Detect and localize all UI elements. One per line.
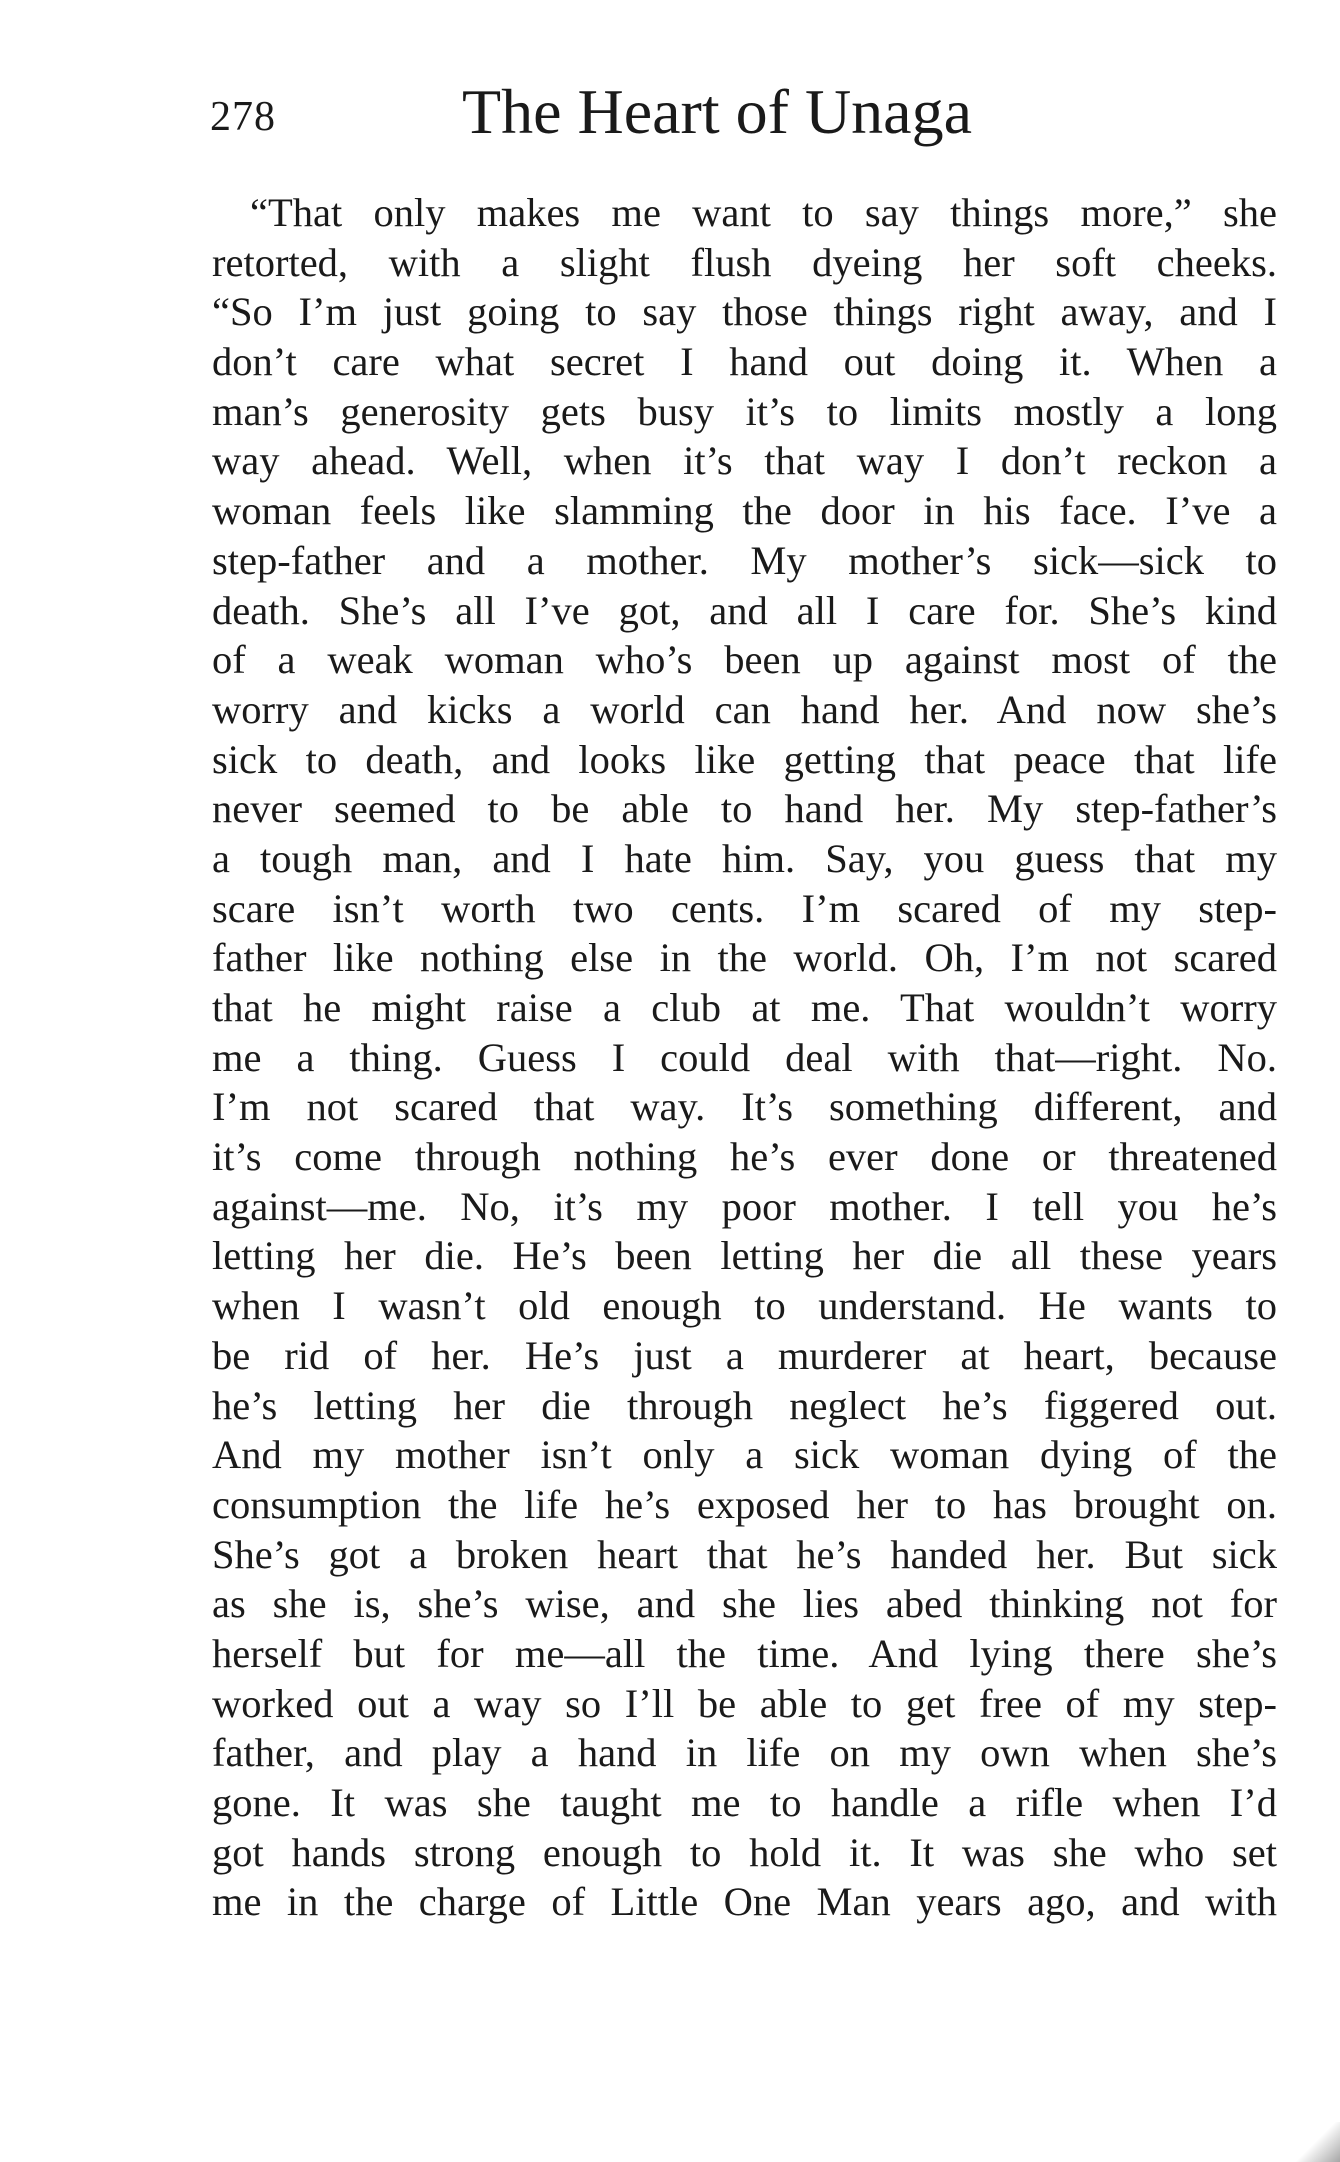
text-line: as she is, she’s wise, and she lies abed thinking not for: [212, 1581, 1277, 1627]
text-line: that he might raise a club at me. That wouldn’t worry: [212, 985, 1277, 1030]
text-line: don’t care what secret I hand out doing it. When a: [212, 339, 1277, 385]
text-line: me a thing. Guess I could deal with that—right. No.: [212, 1034, 1277, 1080]
text-line: father like nothing else in the world. Oh, I’m not scared: [212, 935, 1277, 981]
text-line: it’s come through nothing he’s ever done or threatened: [212, 1134, 1277, 1180]
text-line: “That only makes me want to say things more,” she: [250, 190, 1277, 235]
text-line: worry and kicks a world can hand her. And now she’s: [212, 686, 1277, 732]
text-line: of a weak woman who’s been up against most of the: [212, 637, 1277, 683]
body-text: [212, 188, 1277, 1927]
text-line: be rid of her. He’s just a murderer at heart, because: [212, 1332, 1277, 1378]
text-line: a tough man, and I hate him. Say, you guess that my: [212, 835, 1277, 881]
text-line: when I wasn’t old enough to understand. He wants to: [212, 1283, 1277, 1329]
running-title: The Heart of Unaga: [462, 76, 972, 147]
page-edge-shadow: [1280, 2122, 1340, 2162]
text-line: gone. It was she taught me to handle a rifle when I’d: [212, 1780, 1277, 1825]
text-line: way ahead. Well, when it’s that way I don’t reckon a: [212, 438, 1277, 484]
text-line: father, and play a hand in life on my own when she’s: [212, 1730, 1277, 1776]
text-line: death. She’s all I’ve got, and all I care for. She’s kind: [212, 587, 1277, 633]
running-head: [210, 74, 1130, 154]
text-line: woman feels like slamming the door in his face. I’ve a: [212, 488, 1277, 534]
text-line: he’s letting her die through neglect he’s figgered out.: [212, 1382, 1277, 1428]
text-line: got hands strong enough to hold it. It was she who set: [212, 1829, 1277, 1875]
text-line: herself but for me—all the time. And lying there she’s: [212, 1630, 1277, 1676]
text-line: man’s generosity gets busy it’s to limits mostly a long: [212, 388, 1277, 434]
text-line: retorted, with a slight flush dyeing her soft cheeks.: [212, 239, 1277, 285]
text-line: worked out a way so I’ll be able to get free of my step-: [212, 1680, 1277, 1726]
text-line: I’m not scared that way. It’s something different, and: [212, 1084, 1277, 1130]
page-number: 278: [210, 94, 276, 140]
text-line: scare isn’t worth two cents. I’m scared of my step-: [212, 885, 1277, 931]
text-line: against—me. No, it’s my poor mother. I tell you he’s: [212, 1183, 1277, 1229]
text-line: step-father and a mother. My mother’s sick—sick to: [212, 537, 1277, 583]
text-line: sick to death, and looks like getting that peace that life: [212, 736, 1277, 782]
text-line: consumption the life he’s exposed her to has brought on.: [212, 1481, 1277, 1527]
text-line: me in the charge of Little One Man years ago, and with: [212, 1879, 1277, 1925]
text-line: And my mother isn’t only a sick woman dying of the: [212, 1432, 1277, 1478]
text-line: never seemed to be able to hand her. My step-father’s: [212, 786, 1277, 832]
text-line: letting her die. He’s been letting her die all these years: [212, 1233, 1277, 1279]
text-line: She’s got a broken heart that he’s handed her. But sick: [212, 1531, 1277, 1577]
text-line: “So I’m just going to say those things right away, and I: [212, 289, 1277, 335]
